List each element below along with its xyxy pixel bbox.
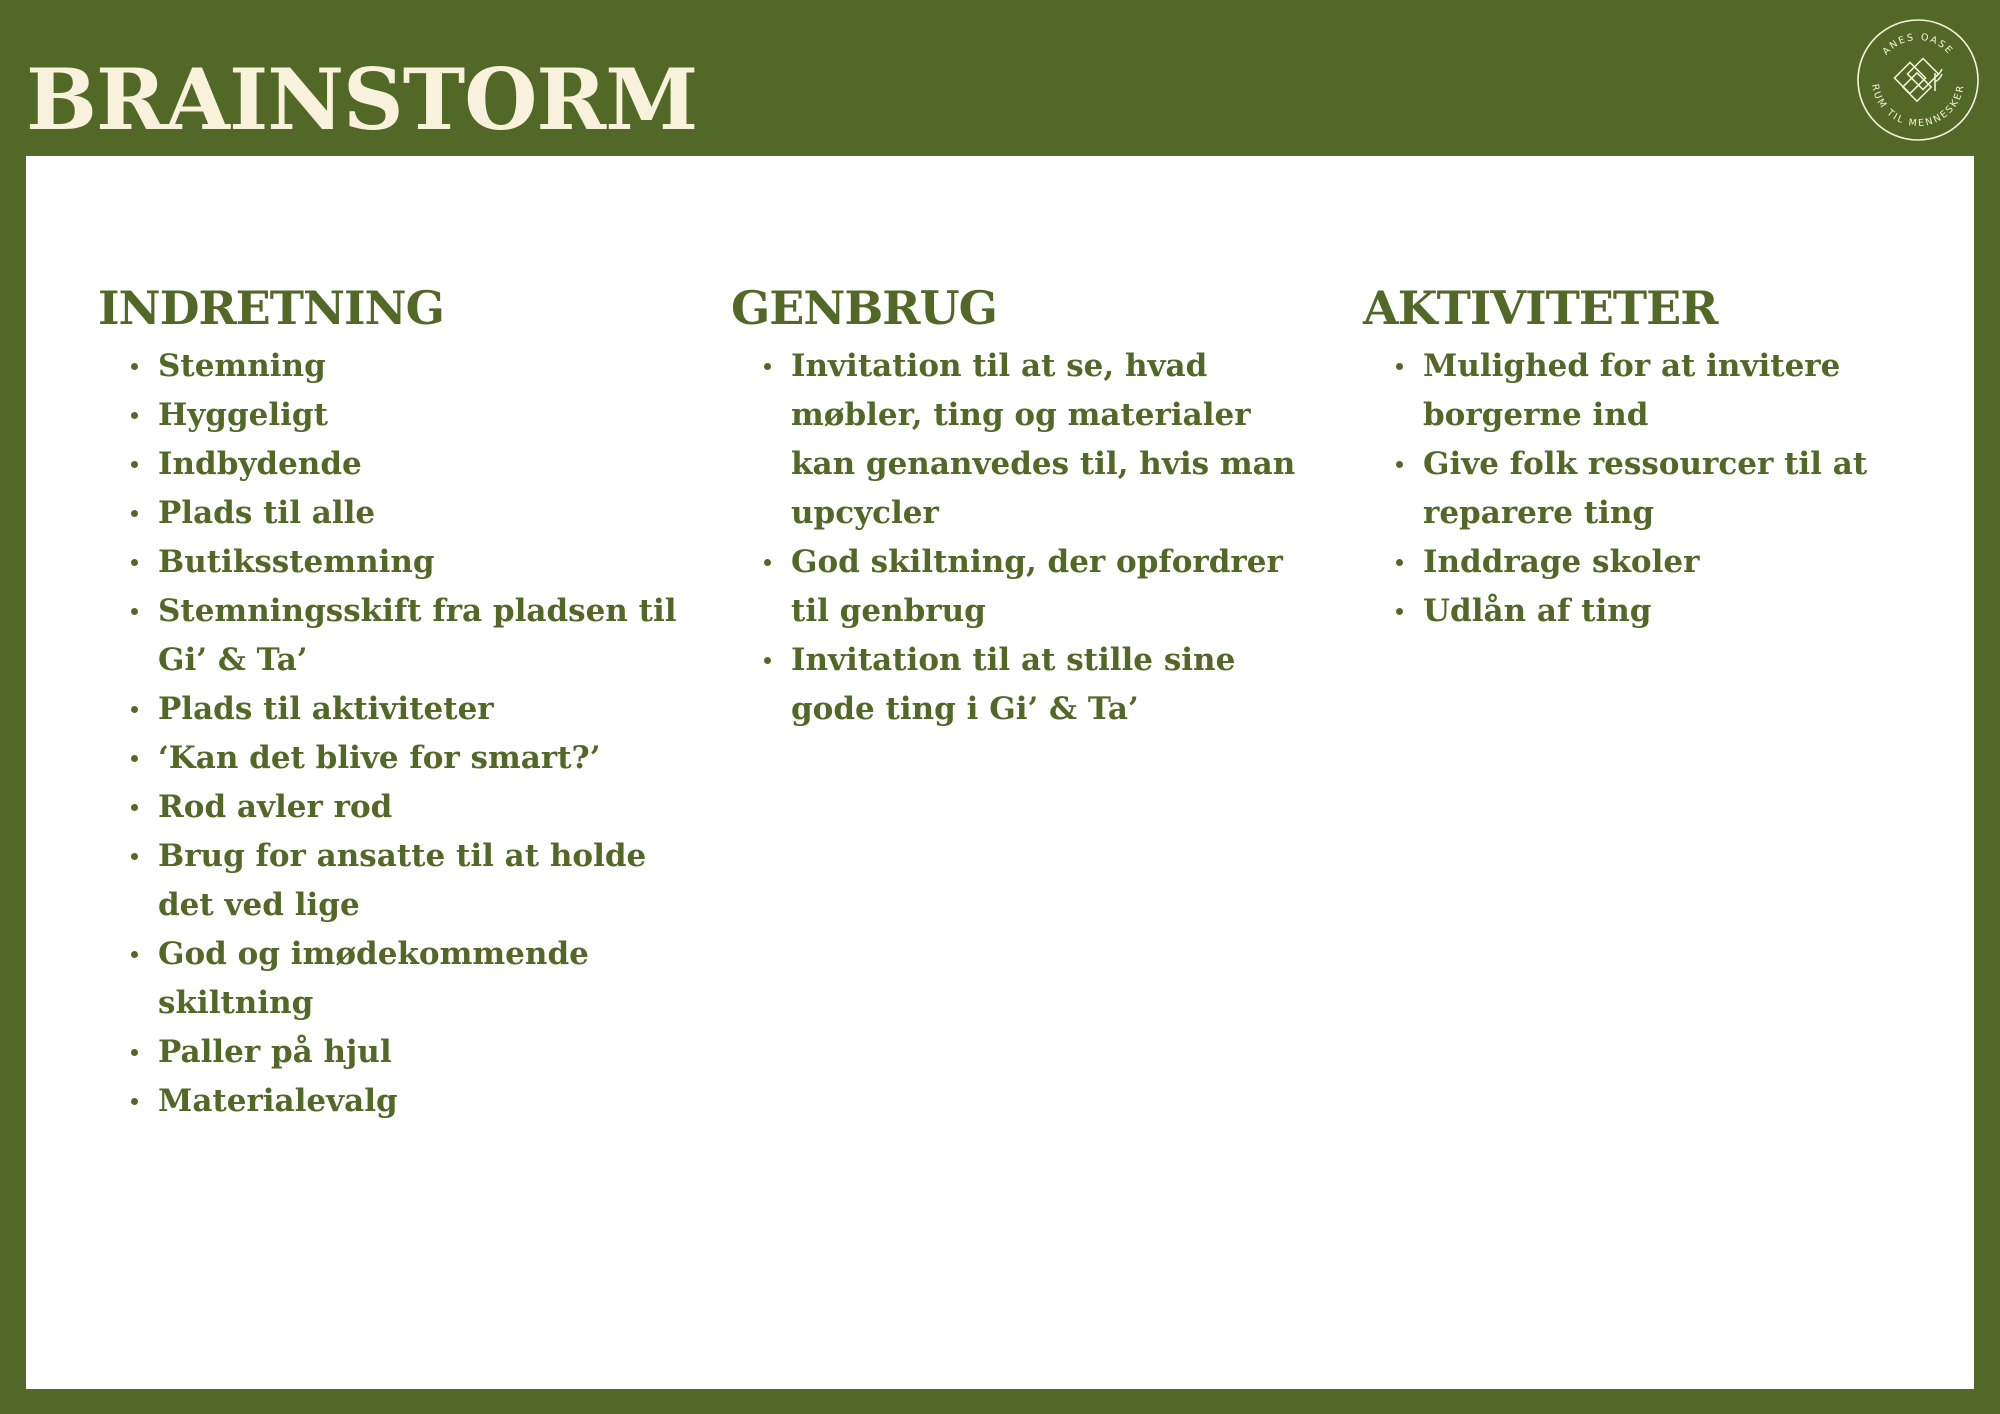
logo-text-bottom: RUM TIL MENNESKER — [1869, 83, 1967, 130]
list-item: ‘Kan det blive for smart?’ — [158, 734, 678, 783]
list-item: Give folk ressourcer til at reparere ting — [1423, 440, 1943, 538]
column-indretning — [98, 278, 678, 1126]
svg-text:RUM TIL MENNESKER — [1869, 83, 1967, 129]
idea-list — [98, 342, 678, 1126]
column-aktiviteter — [1363, 278, 1943, 636]
logo-text-top: ANES OASE — [1880, 31, 1956, 58]
anes-oase-logo-icon — [1855, 17, 1981, 143]
list-item: Invitation til at se, hvad møbler, ting og materialer kan genanvedes til, hvis man upcycler — [791, 342, 1311, 538]
column-heading: GENBRUG — [731, 281, 997, 335]
list-item: Plads til aktiviteter — [158, 685, 678, 734]
list-item: Invitation til at stille sine gode ting i Gi’ & Ta’ — [791, 636, 1311, 734]
column-genbrug — [731, 278, 1311, 734]
list-item: Stemningsskift fra pladsen til Gi’ & Ta’ — [158, 587, 678, 685]
list-item: Inddrage skoler — [1423, 538, 1943, 587]
idea-list — [731, 342, 1311, 734]
idea-list — [1363, 342, 1943, 636]
content-panel — [26, 156, 1974, 1389]
list-item: God skiltning, der opfordrer til genbrug — [791, 538, 1311, 636]
list-item: Mulighed for at invitere borgerne ind — [1423, 342, 1943, 440]
column-heading: AKTIVITETER — [1363, 281, 1718, 335]
svg-text:ANES OASE — [1881, 32, 1956, 57]
column-heading: INDRETNING — [98, 281, 444, 335]
list-item: Udlån af ting — [1423, 587, 1943, 636]
list-item: Materialevalg — [158, 1077, 678, 1126]
list-item: Hyggeligt — [158, 391, 678, 440]
list-item: Plads til alle — [158, 489, 678, 538]
list-item: God og imødekommende skiltning — [158, 930, 678, 1028]
list-item: Butiksstemning — [158, 538, 678, 587]
list-item: Stemning — [158, 342, 678, 391]
list-item: Rod avler rod — [158, 783, 678, 832]
list-item: Paller på hjul — [158, 1028, 678, 1077]
list-item: Indbydende — [158, 440, 678, 489]
list-item: Brug for ansatte til at holde det ved lige — [158, 832, 678, 930]
page-title: BRAINSTORM — [26, 50, 698, 149]
